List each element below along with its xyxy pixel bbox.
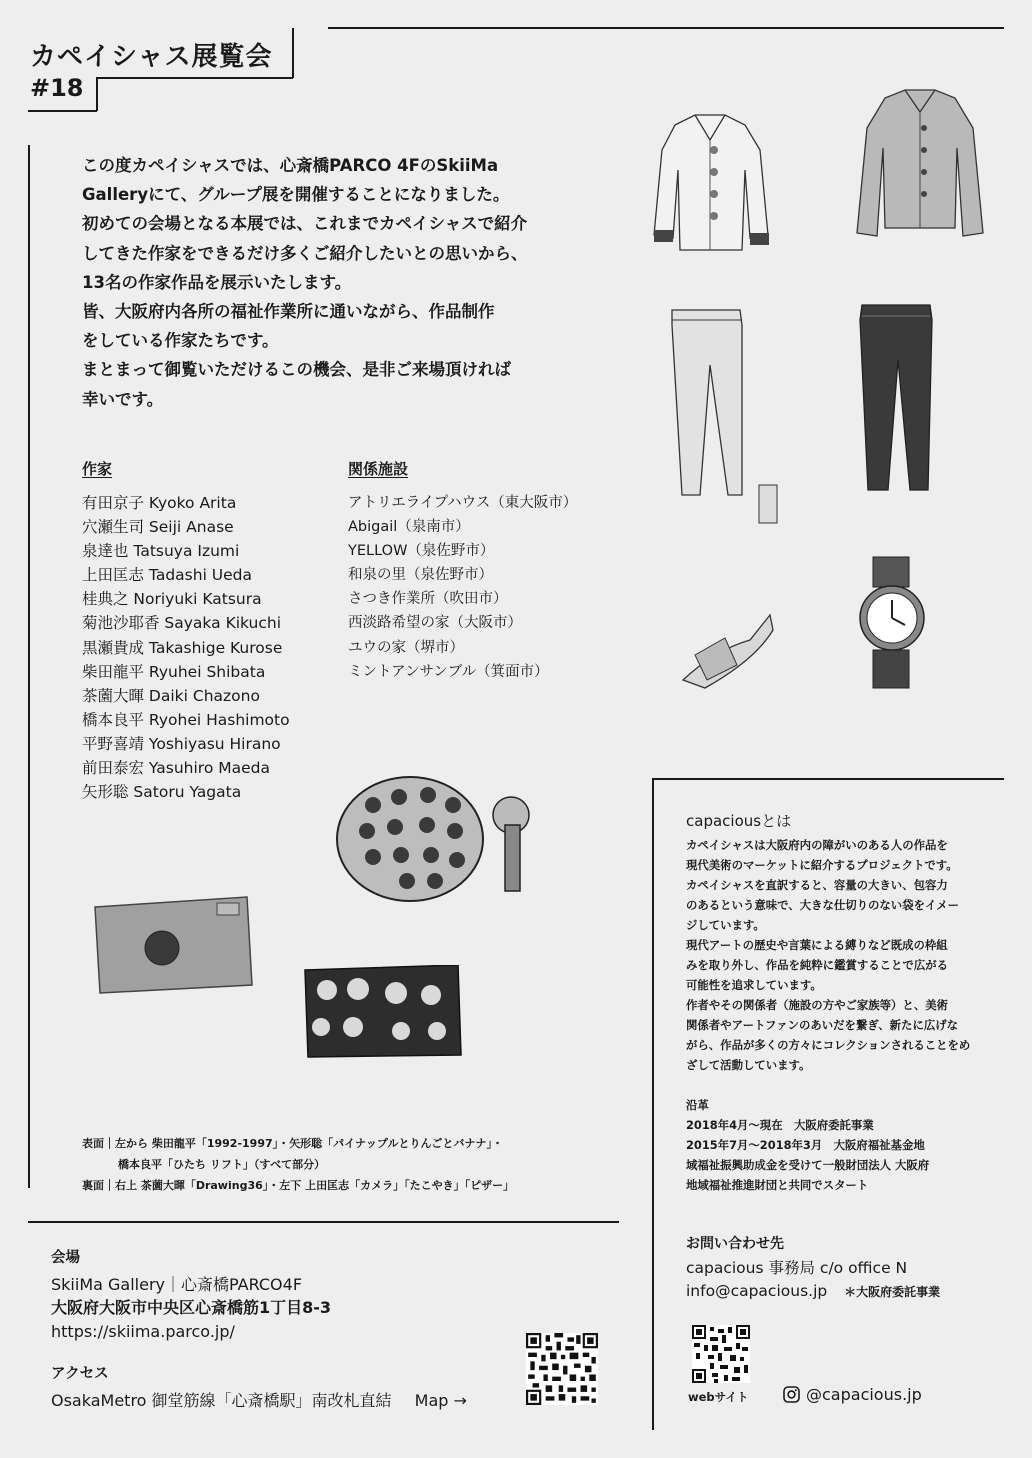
artist-item: 泉達也 Tatsuya Izumi: [82, 542, 240, 561]
venue-section: [51, 1247, 467, 1412]
about-line: のあるという意味で、大きな仕切りのない袋をイメー: [686, 898, 960, 912]
intro-line: してきた作家をできるだけ多くご紹介したいとの思いから、: [82, 243, 528, 263]
facility-item: アトリエライプハウス（東大阪市）: [348, 495, 578, 511]
about-line: 関係者やアートファンのあいだを繋ぎ、新たに広げな: [686, 1018, 959, 1032]
access-title: アクセス: [51, 1366, 109, 1382]
left-margin-rule: [28, 145, 30, 1188]
exhibition-issue: #18: [30, 74, 84, 102]
about-line: カペイシャスを直訳すると、容量の大きい、包容力: [686, 878, 948, 892]
pants-drawing-dark: [850, 300, 940, 495]
facility-item: Abigail（泉南市）: [348, 519, 470, 536]
pizza-drawing: [303, 965, 463, 1060]
artist-item: 茶薗大暉 Daiki Chazono: [82, 686, 260, 705]
about-line: 現代アートの歴史や言葉による縛りなど既成の枠組: [686, 938, 948, 952]
instagram-icon: [783, 1386, 800, 1403]
history-body: [686, 1115, 986, 1195]
intro-line: Galleryにて、グループ展を開催することになりました。: [82, 185, 510, 205]
venue-url[interactable]: https://skiima.parco.jp/: [51, 1321, 235, 1341]
shirt-drawing-gray: [845, 88, 995, 248]
about-line: ざして活動しています。: [686, 1058, 811, 1072]
about-line: がら、作品が多くの方々にコレクションされることをめ: [686, 1038, 971, 1052]
intro-paragraph: [82, 151, 582, 414]
sandal-drawing: [675, 610, 780, 695]
venue-address: 大阪府大阪市中央区心斎橋筋1丁目8-3: [51, 1298, 332, 1317]
wristwatch-drawing: [855, 555, 935, 690]
intro-line: 幸いです。: [82, 389, 164, 409]
map-link[interactable]: Map →: [414, 1390, 467, 1410]
intro-line: 皆、大阪府内各所の福祉作業所に通いながら、作品制作: [82, 302, 495, 322]
credit-line: 裏面｜右上 茶薗大暉「Drawing36」・左下 上田匡志「カメラ」「たこやき」「ピザー」: [82, 1179, 515, 1192]
facility-item: ミントアンサンブル（箕面市）: [348, 663, 549, 680]
contact-title: お問い合わせ先: [686, 1236, 784, 1252]
history-line: 地域福祉推進財団と共同でスタート: [686, 1178, 869, 1192]
about-capacious: [686, 810, 986, 1195]
about-line: ジしています。: [686, 918, 765, 932]
artist-item: 有田京子 Kyoko Arita: [82, 494, 237, 512]
about-title: capaciousとは: [686, 812, 792, 830]
intro-line: 初めての会場となる本展では、これまでカペイシャスで紹介: [82, 214, 528, 234]
artist-item: 平野喜靖 Yoshiyasu Hirano: [82, 734, 281, 753]
artist-item: 前田泰宏 Yasuhiro Maeda: [82, 759, 270, 778]
title-frame-vertical-1: [292, 28, 294, 78]
takoyaki-drawing: [335, 775, 535, 905]
about-line: 作者やその関係者（施設の方やご家族等）と、美術: [686, 998, 948, 1012]
website-qr-code-icon[interactable]: [692, 1325, 750, 1383]
venue-top-rule: [28, 1221, 619, 1223]
venue-name: SkiiMa Gallery｜心斎橋PARCO4F: [51, 1274, 303, 1294]
exhibition-title: カペイシャス展覧会: [30, 42, 273, 72]
facility-item: 西淡路希望の家（大阪市）: [348, 615, 522, 632]
facilities-heading: 関係施設: [348, 460, 409, 478]
contact-email[interactable]: info@capacious.jp: [686, 1282, 828, 1300]
history-title: 沿革: [686, 1098, 709, 1112]
intro-line: この度カペイシャスでは、心斎橋PARCO 4FのSkiiMa: [82, 156, 499, 175]
facility-item: 和泉の里（泉佐野市）: [348, 567, 493, 584]
credit-line: 表面｜左から 柴田龍平「1992-1997」・矢形聡「パイナップルとりんごとバナナ」・: [82, 1137, 503, 1150]
title-frame-horizontal-2: [28, 110, 97, 112]
artist-item: 黒瀬貴成 Takashige Kurose: [82, 638, 283, 657]
contact-section: [686, 1233, 996, 1304]
artists-heading: 作家: [82, 460, 113, 478]
artists-section: [82, 458, 290, 804]
intro-line: 13名の作家作品を展示いたします。: [82, 272, 352, 292]
facility-item: さつき作業所（吹田市）: [348, 591, 508, 608]
artist-item: 橋本良平 Ryohei Hashimoto: [82, 710, 290, 729]
about-line: 可能性を追求しています。: [686, 978, 822, 992]
instagram-handle: @capacious.jp: [806, 1385, 922, 1404]
contact-note: ＊大阪府委託事業: [844, 1285, 941, 1299]
about-line: カペイシャスは大阪府内の障がいのある人の作品を: [686, 838, 948, 852]
history-line: 2015年7月～2018年3月 大阪府福祉基金地: [686, 1138, 925, 1152]
intro-line: まとまって御覧いただけるこの機会、是非ご来場頂ければ: [82, 360, 511, 380]
right-column-top-rule: [652, 778, 1004, 780]
facility-item: YELLOW（泉佐野市）: [348, 543, 495, 560]
intro-line: をしている作家たちです。: [82, 331, 279, 351]
title-frame-top-rule: [328, 27, 1004, 29]
website-label: webサイト: [688, 1390, 749, 1404]
access-info: OsakaMetro 御堂筋線「心斎橋駅」南改札直結: [51, 1390, 392, 1410]
venue-title: 会場: [51, 1250, 80, 1266]
credit-line: 橋本良平「ひたち リフト」（すべて部分）: [118, 1158, 326, 1171]
history-line: 域福祉振興助成金を受けて一般財団法人 大阪府: [686, 1158, 930, 1172]
facility-item: ユウの家（堺市）: [348, 639, 464, 656]
contact-office: capacious 事務局 c/o office N: [686, 1259, 908, 1277]
history-line: 2018年4月～現在 大阪府委託事業: [686, 1118, 874, 1132]
artist-item: 桂典之 Noriyuki Katsura: [82, 590, 262, 609]
camera-drawing: [92, 895, 257, 995]
jacket-drawing-white: [640, 110, 780, 260]
artists-list: [82, 491, 290, 804]
facilities-section: [348, 458, 577, 684]
artwork-credits: [82, 1133, 602, 1196]
map-qr-code-icon[interactable]: [526, 1333, 598, 1405]
artist-item: 穴瀬生司 Seiji Anase: [82, 518, 234, 537]
title-frame-vertical-2: [96, 77, 98, 111]
artist-item: 柴田龍平 Ryuhei Shibata: [82, 662, 266, 681]
artist-item: 菊池沙耶香 Sayaka Kikuchi: [82, 614, 282, 633]
facilities-list: [348, 491, 577, 684]
about-body: [686, 835, 986, 1075]
instagram-link[interactable]: [783, 1385, 922, 1404]
artist-item: 上田匡志 Tadashi Ueda: [82, 566, 253, 585]
pants-drawing-white: [660, 305, 790, 530]
about-line: 現代美術のマーケットに紹介するプロジェクトです。: [686, 858, 958, 872]
right-column-vertical-rule: [652, 778, 654, 1430]
title-frame-horizontal-1: [96, 77, 293, 79]
artist-item: 矢形聡 Satoru Yagata: [82, 783, 242, 802]
about-line: みを取り外し、作品を純粋に鑑賞することで広がる: [686, 958, 948, 972]
